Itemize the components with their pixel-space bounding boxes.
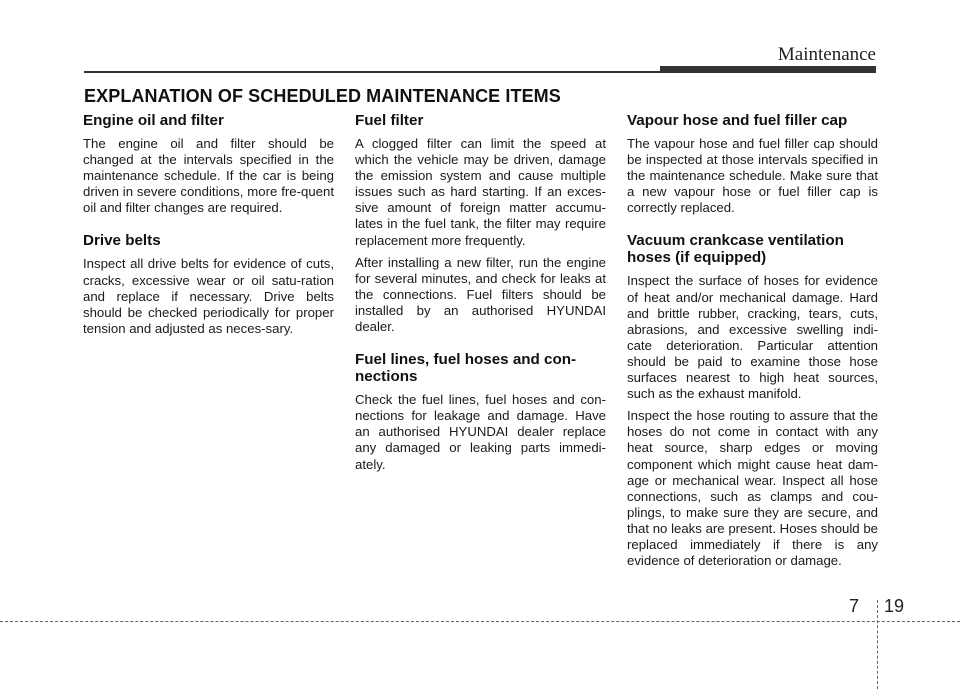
paragraph-vacuum-crankcase-2: Inspect the hose routing to assure that the hoses do not come in contact with any heat source, sharp edges or moving component which might cause heat dam-age or mechanical wear. Inspect all hose connections, such as clamps and cou-plings, to make sure they are secure, and that no leaks are present. Hoses should be replaced immediately if there is any evidence of deterioration or damage.: [627, 408, 878, 569]
footer-dashed-divider: [877, 600, 878, 689]
paragraph-fuel-lines: Check the fuel lines, fuel hoses and con-nections for leakage and damage. Have an authorised HYUNDAI dealer replace any damaged or leaking parts immedi-ately.: [355, 392, 606, 472]
page-chapter-number: 7: [849, 596, 860, 616]
paragraph-vacuum-crankcase-1: Inspect the surface of hoses for evidence of heat and/or mechanical damage. Hard and brittle rubber, cracking, tears, cuts, abrasions, and excessive swelling indi-cate deterioration. Particular attention should be paid to examine those hose surfaces nearest to high heat sources, such as the exhaust manifold.: [627, 273, 878, 402]
section-title: EXPLANATION OF SCHEDULED MAINTENANCE ITEMS: [84, 86, 561, 106]
header-rule-thick: [660, 66, 876, 73]
heading-vapour-hose: Vapour hose and fuel filler cap: [627, 112, 848, 129]
header-rule-thin: [84, 71, 662, 73]
running-header-title: Maintenance: [777, 44, 876, 65]
page-number: 19: [884, 596, 905, 616]
heading-vacuum-crankcase: Vacuum crankcase ventilation hoses (if equipped): [627, 232, 844, 267]
paragraph-fuel-filter-1: A clogged filter can limit the speed at which the vehicle may be driven, damage the emission system and cause multiple issues such as hard starting. If an exces-sive amount of foreign matter accumu-lates in the fuel tank, the filter may require replacement more frequently.: [355, 136, 606, 248]
text-column-3: [627, 112, 878, 575]
heading-drive-belts: Drive belts: [83, 232, 161, 250]
paragraph-engine-oil: The engine oil and filter should be changed at the intervals specified in the maintenance schedule. If the car is being driven in severe conditions, more fre-quent oil and filter changes are required.: [83, 136, 334, 216]
paragraph-fuel-filter-2: After installing a new filter, run the engine for several minutes, and check for leaks at the connections. Fuel filters should be installed by an authorised HYUNDAI dealer.: [355, 254, 606, 335]
paragraph-drive-belts: Inspect all drive belts for evidence of cuts, cracks, excessive wear or oil satu-ration and replace if necessary. Drive belts should be checked periodically for proper tension and adjusted as neces-sary.: [83, 256, 334, 336]
heading-fuel-lines: Fuel lines, fuel hoses and con-nections: [355, 351, 577, 386]
footer-dashed-rule: [0, 621, 960, 622]
heading-fuel-filter: Fuel filter: [355, 112, 424, 129]
paragraph-vapour-hose: The vapour hose and fuel filler cap should be inspected at those intervals specified in the maintenance schedule. Make sure that a new vapour hose or fuel filler cap is correctly replaced.: [627, 136, 878, 216]
heading-engine-oil-and-filter: Engine oil and filter: [83, 112, 224, 129]
text-column-2: [355, 112, 606, 479]
text-column-1: [83, 112, 334, 343]
